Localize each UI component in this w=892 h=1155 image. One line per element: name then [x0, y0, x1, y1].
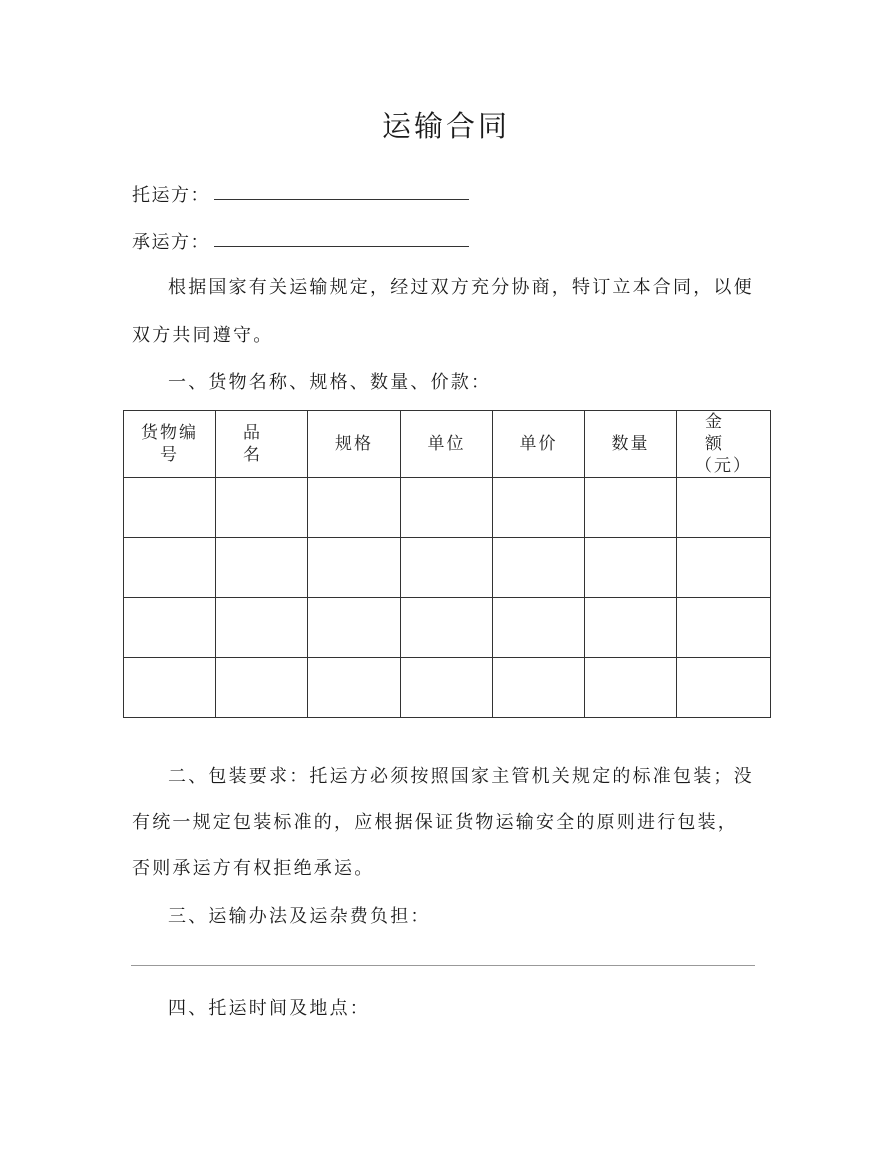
table-cell[interactable] — [677, 538, 771, 598]
table-cell[interactable] — [124, 538, 216, 598]
table-cell[interactable] — [401, 538, 493, 598]
goods-table — [123, 410, 771, 718]
header-product-name-label: 品 名 — [243, 423, 280, 465]
header-unit-price: 单价 — [493, 411, 585, 478]
table-cell[interactable] — [585, 478, 677, 538]
header-amount-line2: （元） — [695, 456, 752, 476]
table-cell[interactable] — [124, 478, 216, 538]
table-cell[interactable] — [493, 538, 585, 598]
table-row — [124, 478, 771, 538]
header-unit: 单位 — [401, 411, 493, 478]
table-cell[interactable] — [216, 538, 308, 598]
table-cell[interactable] — [401, 658, 493, 718]
table-cell[interactable] — [401, 598, 493, 658]
table-cell[interactable] — [308, 538, 401, 598]
section-3-blank-line[interactable] — [131, 965, 755, 966]
carrier-label: 承运方： — [132, 232, 210, 253]
shipper-blank-line[interactable] — [214, 199, 469, 200]
table-cell[interactable] — [493, 478, 585, 538]
intro-paragraph-line2: 双方共同遵守。 — [132, 325, 274, 346]
table-cell[interactable] — [216, 598, 308, 658]
intro-paragraph-line1: 根据国家有关运输规定，经过双方充分协商，特订立本合同，以便 — [168, 277, 754, 298]
table-cell[interactable] — [401, 478, 493, 538]
section-2-line1: 二、包装要求：托运方必须按照国家主管机关规定的标准包装；没 — [168, 766, 754, 787]
table-cell[interactable] — [585, 598, 677, 658]
header-amount — [677, 411, 771, 478]
table-cell[interactable] — [677, 478, 771, 538]
table-cell[interactable] — [308, 598, 401, 658]
table-cell[interactable] — [585, 658, 677, 718]
table-cell[interactable] — [585, 538, 677, 598]
header-product-name — [216, 411, 308, 478]
table-cell[interactable] — [493, 658, 585, 718]
section-1-heading: 一、货物名称、规格、数量、价款： — [168, 372, 492, 393]
table-cell[interactable] — [677, 598, 771, 658]
document-title: 运输合同 — [381, 109, 510, 143]
shipper-label: 托运方： — [132, 185, 210, 206]
header-spec: 规格 — [308, 411, 401, 478]
section-4-heading: 四、托运时间及地点： — [168, 998, 370, 1019]
header-quantity: 数量 — [585, 411, 677, 478]
carrier-blank-line[interactable] — [214, 246, 469, 247]
table-header-row — [124, 411, 771, 478]
table-cell[interactable] — [216, 658, 308, 718]
table-cell[interactable] — [308, 478, 401, 538]
section-2-line3: 否则承运方有权拒绝承运。 — [132, 858, 375, 879]
table-cell[interactable] — [124, 658, 216, 718]
table-row — [124, 538, 771, 598]
table-cell[interactable] — [308, 658, 401, 718]
table-cell[interactable] — [493, 598, 585, 658]
section-3-heading: 三、运输办法及运杂费负担： — [168, 906, 431, 927]
table-row — [124, 658, 771, 718]
table-cell[interactable] — [677, 658, 771, 718]
header-goods-code-line2: 号 — [160, 445, 179, 465]
table-row — [124, 598, 771, 658]
header-amount-line1: 金 额 — [705, 412, 742, 454]
table-cell[interactable] — [216, 478, 308, 538]
header-goods-code — [124, 411, 216, 478]
header-goods-code-line1: 货物编 — [141, 423, 198, 443]
table-cell[interactable] — [124, 598, 216, 658]
section-2-line2: 有统一规定包装标准的，应根据保证货物运输安全的原则进行包装， — [132, 812, 738, 833]
